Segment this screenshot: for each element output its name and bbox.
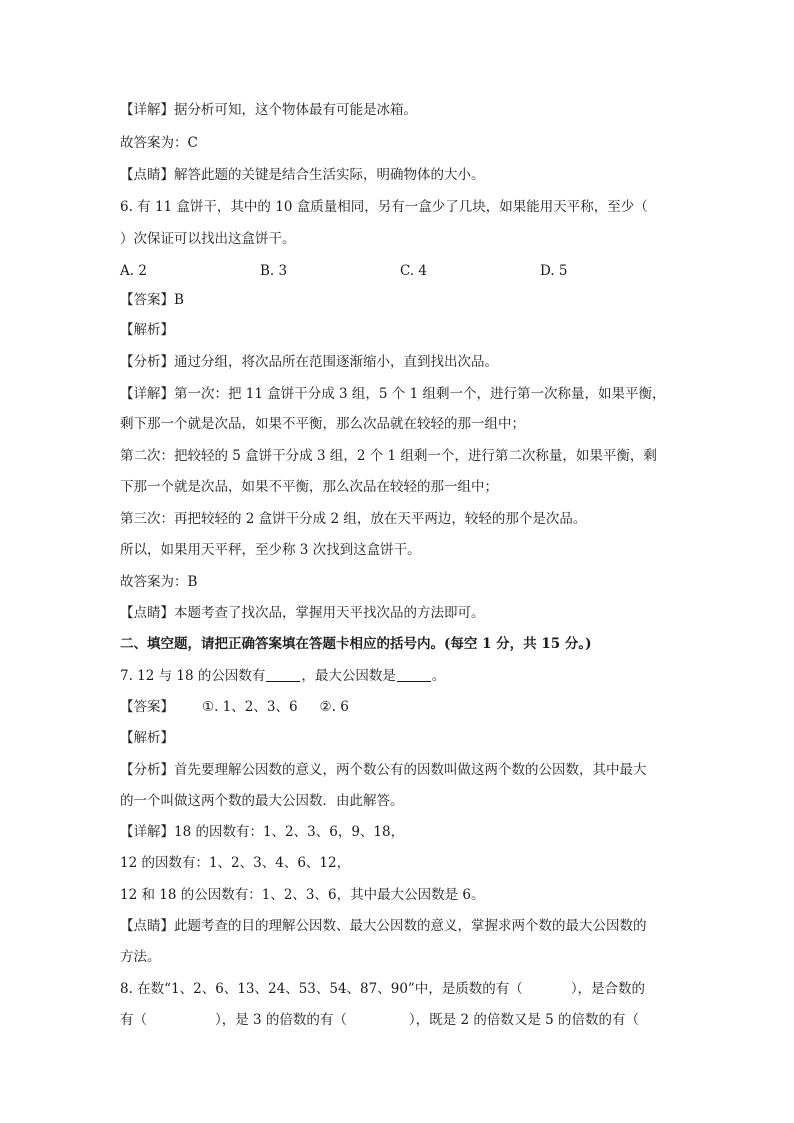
- answer-conclusion-6: 故答案为：B: [120, 574, 198, 590]
- analysis-7-line1: 【分析】首先要理解公因数的意义，两个数公有的因数叫做这两个数的公因数，其中最大: [120, 762, 647, 778]
- question-7: [120, 666, 680, 686]
- q8-text-d: ），是 3 的倍数的有（: [215, 1012, 347, 1028]
- analysis-7-line2: 的一个叫做这两个数的最大公因数．由此解答。: [120, 793, 404, 809]
- answer-7-label: 【答案】: [120, 699, 174, 715]
- comment-7-line1: 【点睛】此题考查的目的理解公因数、最大公因数的意义，掌握求两个数的最大公因数的: [120, 918, 647, 934]
- options-row: [120, 261, 680, 281]
- section-heading: 二、填空题，请把正确答案填在答题卡相应的括号内。(每空 1 分，共 15 分。): [120, 636, 592, 652]
- analysis-heading-6: 【解析】: [120, 322, 174, 338]
- question-6: 6. 有 11 盒饼干，其中的 10 盒质量相同，另有一盒少了几块，如果能用天平称，至少（: [120, 199, 648, 215]
- detail-7-line3: 12 和 18 的公因数有：1、2、3、6，其中最大公因数是 6。: [120, 887, 485, 903]
- detail-line: 【详解】据分析可知，这个物体最有可能是冰箱。: [120, 102, 417, 118]
- q7-prefix: 7. 12 与 18 的公因数有: [120, 668, 266, 684]
- blank-2: [397, 667, 431, 682]
- detail-7-line1: 【详解】18 的因数有：1、2、3、6，9、18，: [120, 824, 405, 840]
- detail-6-line5: 第三次：再把较轻的 2 盒饼干分成 2 组，放在天平两边，较轻的那个是次品。: [120, 511, 587, 527]
- option-b: B. 3: [260, 263, 288, 279]
- comment-7-line2: 方法。: [120, 949, 161, 965]
- answer-7-first: ①. 1、2、3、6: [202, 699, 298, 715]
- answer-7: [120, 697, 680, 717]
- detail-6-line3: 第二次：把较轻的 5 盒饼干分成 3 组，2 个 1 组剩一个，进行第二次称量，如果平衡，剩: [120, 448, 657, 464]
- question-8-line1: [120, 979, 680, 999]
- answer-conclusion: 故答案为：C: [120, 135, 198, 151]
- comment-6: 【点睛】本题考查了找次品，掌握用天平找次品的方法即可。: [120, 605, 485, 621]
- detail-6-line1: 【详解】第一次：把 11 盒饼干分成 3 组，5 个 1 组剩一个，进行第一次称量，如果平衡，: [120, 386, 666, 402]
- option-a: A. 2: [120, 263, 147, 279]
- analysis-6: 【分析】通过分组，将次品所在范围逐渐缩小，直到找出次品。: [120, 354, 498, 370]
- question-6-cont: ）次保证可以找出这盒饼干。: [120, 231, 296, 247]
- q8-text-c: 有（: [120, 1012, 147, 1028]
- detail-6-line2: 剩下那一个就是次品，如果不平衡，那么次品就在较轻的那一组中；: [120, 416, 525, 432]
- q7-suffix: 。: [431, 668, 446, 684]
- question-8-line2: [120, 1010, 680, 1030]
- q8-text-b: ），是合数的: [570, 981, 646, 997]
- detail-6-line6: 所以，如果用天平秤，至少称 3 次找到这盒饼干。: [120, 542, 421, 558]
- option-c: C. 4: [400, 263, 428, 279]
- answer-6: 【答案】B: [120, 292, 184, 308]
- q7-middle: ，最大公因数是: [301, 668, 396, 684]
- detail-6-line4: 下那一个就是次品，如果不平衡，那么次品在较轻的那一组中；: [120, 479, 498, 495]
- answer-7-second: ②. 6: [319, 699, 349, 715]
- blank-1: [266, 667, 300, 682]
- option-d: D. 5: [540, 263, 568, 279]
- q8-text-a: 8. 在数“1、2、6、13、24、53、54、87、90”中，是质数的有（: [120, 981, 523, 997]
- analysis-heading-7: 【解析】: [120, 730, 174, 746]
- comment-line: 【点睛】解答此题的关键是结合生活实际，明确物体的大小。: [120, 167, 485, 183]
- q8-text-e: ），既是 2 的倍数又是 5 的倍数的有（: [408, 1012, 640, 1028]
- detail-7-line2: 12 的因数有：1、2、3、4、6、12，: [120, 855, 351, 871]
